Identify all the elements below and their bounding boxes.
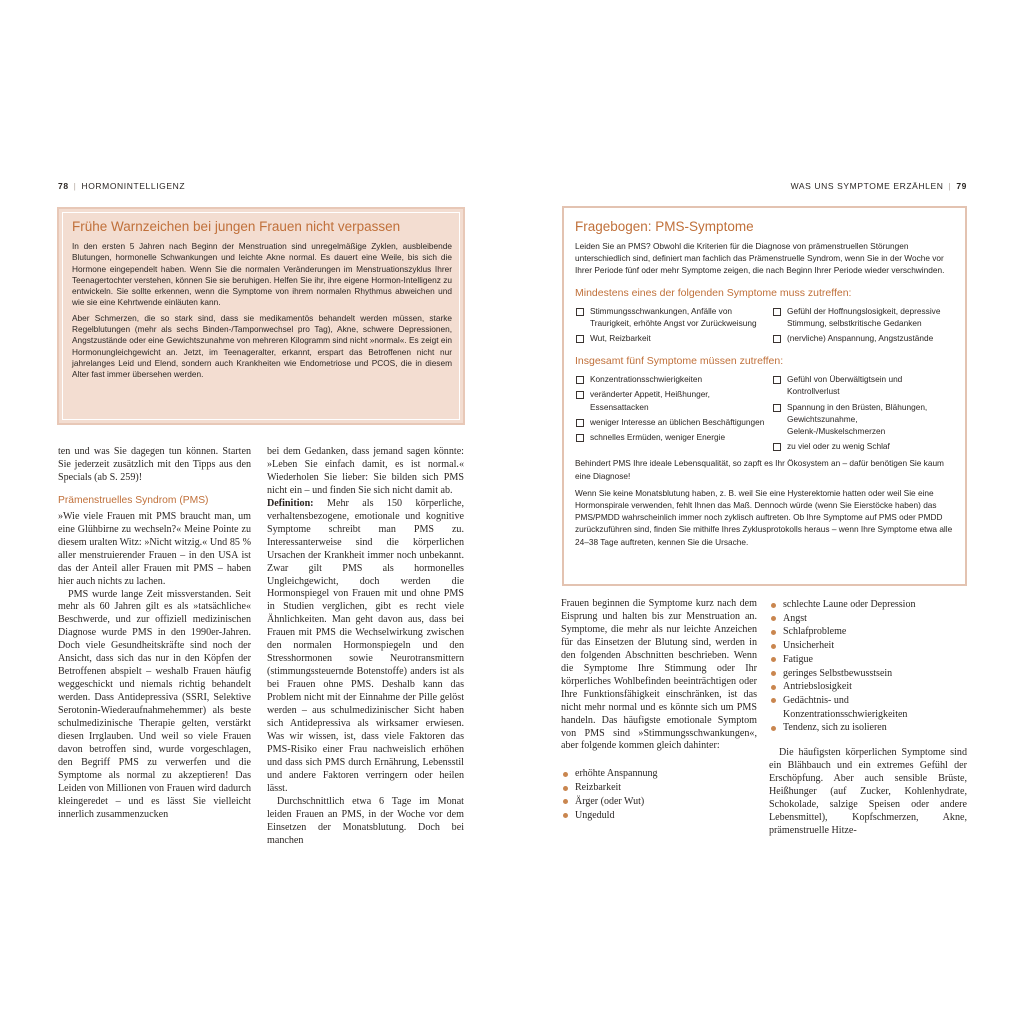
definition-text: Mehr als 150 körperliche, verhaltensbezogene, emotionale und kognitive Symptome schreibt man PMS zu. Interessanterweise sind die körperlichen Ursachen der Krankheit immer noch unbekannt. Zwar gilt PMS als hormonelles Ungleichgewicht, doch werden die Hormonspiegel von Frauen mit und ohne PMS in Studien verglichen, gibt es recht viele Ähnlichkeiten. Man geht davon aus, dass bei Frauen mit PMS die Wechselwirkung zwischen den normalen Hormonspiegeln und den Stresshormonen sowie Neurotransmittern (stimmungssteuernde Botenstoffe) anders ist als bei Frauen ohne PMS. Deshalb kann das Problem nicht mit der Einnahme der Pille gelöst werden – aus schulmedizinischer Sicht haben sich Antidepressiva als wirksamer erwiesen. Was wir wissen, ist, dass viele Faktoren das PMS-Risiko einer Frau nachweislich erhöhen und dass sich PMS durch Ernährung, Lebensstil und andere Faktoren verringern oder heilen lässt.	[267, 497, 464, 794]
right-column-2	[769, 598, 967, 838]
checkbox-item[interactable]: weniger Interesse an üblichen Beschäftigungen	[575, 416, 770, 428]
checkbox-item[interactable]: (nervliche) Anspannung, Angstzustände	[772, 332, 954, 344]
questionnaire-note-2: Wenn Sie keine Monatsblutung haben, z. B. weil Sie eine Hysterektomie hatten oder weil Sie eine Hormonspirale verwenden, fehlt Ihnen das Maß. Dennoch würde (wenn Sie Eierstöcke haben) das PMS/PMDD wahrscheinlich immer noch zyklisch auftreten. Ob Ihre Symptome auf PMS oder PMDD zurückzuführen sind, finden Sie mithilfe Ihres Zyklusprotokolls heraus – wenn Ihre Symptome etwa alle 24–38 Tage auftreten, kennen Sie die Ursache.	[575, 487, 953, 547]
list-item: geringes Selbstbewusstsein	[769, 667, 967, 681]
checkbox-icon[interactable]	[576, 434, 584, 442]
symptom-group-2	[575, 373, 954, 455]
emotional-symptoms-list	[561, 767, 757, 822]
warning-box-title: Frühe Warnzeichen bei jungen Frauen nicht verpassen	[72, 219, 401, 234]
left-column-2	[267, 446, 464, 848]
checkbox-icon[interactable]	[773, 404, 781, 412]
checkbox-item[interactable]: Gefühl der Hoffnungslosigkeit, depressive Stimmung, selbstkritische Gedanken	[772, 305, 954, 329]
list-item: Schlafprobleme	[769, 625, 967, 639]
list-item: Ärger (oder Wut)	[561, 795, 757, 809]
pms-subheading: Prämenstruelles Syndrom (PMS)	[58, 494, 209, 506]
checkbox-icon[interactable]	[576, 335, 584, 343]
questionnaire-box	[562, 206, 967, 586]
list-item: Fatigue	[769, 653, 967, 667]
list-item: Unsicherheit	[769, 639, 967, 653]
questionnaire-subheading-2: Insgesamt fünf Symptome müssen zutreffen:	[575, 355, 784, 368]
warning-box-paragraph-1: In den ersten 5 Jahren nach Beginn der Menstruation sind unregelmäßige Zyklen, ausbleibende Blutungen, hormonelle Schwankungen und leichte Akne normal. Es dauert eine Weile, bis sich die Hormone eingependelt haben. Wenn Sie die normalen Veränderungen im Menstruationszyklus Ihrer Teenagertochter verstehen, können Sie sie beruhigen. Helfen Sie ihr, ihre eigene Hormon-Intelligenz zu entwickeln. Sie sollte erkennen, wenn die Symptome von ihrem normalen Rhythmus abweichen und wie sie eine Kehrtwende einläuten kann.	[72, 241, 452, 308]
warning-box-paragraph-2: Aber Schmerzen, die so stark sind, dass sie medikamentös behandelt werden müssen, starke Regelblutungen (mehr als sechs Binden-/Tamponwechsel pro Tag), Akne, schwere Depressionen, Angstzustände oder eine Gewichtszunahme von mehreren Kilogramm sind nicht »normal«. Es zeigt ein Hormonungleichgewicht an. Jetzt, im Teenageralter, erkannt, erspart das Betroffenen nicht nur jahrelanges Leid und Elend, sondern auch Krankheiten wie Endometriose und PCOS, die in diesem Alter fast immer übersehen werden.	[72, 312, 452, 380]
checkbox-item[interactable]: Spannung in den Brüsten, Blähungen, Gewichtszunahme, Gelenk-/Muskelschmerzen	[772, 401, 954, 438]
left-column-1	[58, 446, 251, 822]
paragraph: Durchschnittlich etwa 6 Tage im Monat leiden Frauen an PMS, in der Woche vor dem Einsetzen der Monatsblutung. Doch bei manchen	[267, 795, 464, 846]
checkbox-icon[interactable]	[576, 376, 584, 384]
questionnaire-intro: Leiden Sie an PMS? Obwohl die Kriterien für die Diagnose von prämenstruellen Störungen unterschiedlich sind, definiert man fachlich das Prämenstruelle Syndrom, wenn Sie in der Woche vor Ihrer Periode fünf oder mehr Symptome zeigen, die nach Beginn Ihrer Periode wieder verschwinden.	[575, 241, 945, 276]
list-item: schlechte Laune oder Depression	[769, 598, 967, 612]
paragraph: bei dem Gedanken, dass jemand sagen könnte: »Leben Sie einfach damit, es ist normal.« Wiederholen Sie lieber: Sie bilden sich PMS nicht ein – und finden Sie sich nicht damit ab.	[267, 446, 464, 496]
checkbox-icon[interactable]	[773, 443, 781, 451]
checkbox-item[interactable]: Gefühl von Überwältigtsein und Kontrollverlust	[772, 373, 954, 397]
checkbox-item[interactable]: schnelles Ermüden, weniger Energie	[575, 431, 770, 443]
right-chapter-title: WAS UNS SYMPTOME ERZÄHLEN	[790, 181, 944, 191]
right-page-number: 79	[956, 181, 967, 191]
left-page-number: 78	[58, 181, 69, 191]
checkbox-icon[interactable]	[576, 391, 584, 399]
checkbox-icon[interactable]	[773, 308, 781, 316]
checkbox-item[interactable]: Wut, Reizbarkeit	[575, 332, 770, 344]
list-item: Ungeduld	[561, 809, 757, 823]
checkbox-icon[interactable]	[576, 419, 584, 427]
symptom-group-1	[575, 305, 954, 348]
checkbox-icon[interactable]	[773, 376, 781, 384]
checkbox-item[interactable]: Stimmungsschwankungen, Anfälle von Traurigkeit, erhöhte Angst vor Zurückweisung	[575, 305, 770, 329]
list-item: Angst	[769, 612, 967, 626]
questionnaire-note-1: Behindert PMS Ihre ideale Lebensqualität, so zapft es Ihr Ökosystem an – dafür benötigen Sie kaum eine Diagnose!	[575, 458, 944, 481]
paragraph-definition	[267, 498, 464, 796]
list-item: Reizbarkeit	[561, 781, 757, 795]
warning-box	[57, 207, 465, 425]
symptoms-list	[769, 598, 967, 735]
paragraph-intro: ten und was Sie dagegen tun können. Starten Sie jederzeit zusätzlich mit den Tipps aus den Specials (ab S. 259)!	[58, 446, 251, 483]
paragraph: »Wie viele Frauen mit PMS braucht man, um eine Glühbirne zu wechseln?« Meine Pointe zu diesem uralten Witz: »Nicht witzig.« Und 85 % aller menstruierender Frauen – in den USA ist das der Anteil aller Frauen mit PMS – haben hier auch nichts zu lachen.	[58, 510, 251, 587]
left-running-head: 78 | HORMONINTELLIGENZ	[58, 181, 186, 191]
right-column-1	[561, 598, 757, 822]
checkbox-icon[interactable]	[576, 308, 584, 316]
paragraph: Frauen beginnen die Symptome kurz nach dem Eisprung und halten bis zur Menstruation an. Symptome, die mehr als nur leichte Anzeichen für das Einsetzen der Blutung sind, werden in den folgenden Abschnitten beschrieben. Wenn die Symptome Ihre Stimmung oder Ihr körperliches Wohlbefinden beeinträchtigen oder Ihre Funktionsfähigkeit einschränken, ist das nicht mehr normal und es könnte sich um PMS handeln. Das häufigste emotionale Symptom von PMS sind »Stimmungsschwankungen«, aber folgende kommen gleich dahinter:	[561, 598, 757, 752]
definition-label: Definition:	[267, 497, 314, 509]
list-item: Antriebslosigkeit	[769, 680, 967, 694]
list-item: erhöhte Anspannung	[561, 767, 757, 781]
questionnaire-subheading-1: Mindestens eines der folgenden Symptome muss zutreffen:	[575, 286, 852, 299]
paragraph: PMS wurde lange Zeit missverstanden. Seit mehr als 60 Jahren gilt es als »tatsächliche« Beschwerde, und zur offiziell medizinischen Diagnose wurde PMS in den 1990er-Jahren. Doch viele Gesundheitskräfte sind noch der Ansicht, dass sich das nur in den Köpfen der Betroffenen abspielt – weshalb Frauen häufig weggeschickt und niemals richtig behandelt werden. Dass Antidepressiva (SSRI, Selektive Serotonin-Wiederaufnahmehemmer) als beste schulmedizinische Therapie gelten, verstärkt diesen Irrglauben. Und weil so viele Frauen davon betroffen sind, wurde vorgeschlagen, den Begriff PMS zu verwerfen und die Symptome als normal zu akzeptieren! Das Leiden von Millionen von Frauen wird dadurch kleingeredet – und es lässt Sie vielleicht innerlich zusammenzucken	[58, 588, 251, 820]
right-running-head: WAS UNS SYMPTOME ERZÄHLEN | 79	[790, 181, 967, 191]
list-item: Tendenz, sich zu isolieren	[769, 721, 967, 735]
checkbox-item[interactable]: Konzentrationsschwierigkeiten	[575, 373, 770, 385]
checkbox-item[interactable]: zu viel oder zu wenig Schlaf	[772, 440, 954, 452]
checkbox-item[interactable]: veränderter Appetit, Heißhunger, Essensattacken	[575, 388, 770, 412]
left-chapter-title: HORMONINTELLIGENZ	[81, 181, 186, 191]
checkbox-icon[interactable]	[773, 335, 781, 343]
paragraph: Die häufigsten körperlichen Symptome sind ein Blähbauch und ein extremes Gefühl der Erschöpfung. Aber auch sensible Brüste, Heißhunger (auf Zucker, Kohlenhydrate, Schokolade, salzige Speisen oder andere Lebensmittel), Kopfschmerzen, Akne, prämenstruelle Hitze-	[769, 747, 967, 836]
list-item: Gedächtnis- und Konzentrationsschwierigkeiten	[769, 694, 967, 721]
questionnaire-title: Fragebogen: PMS-Symptome	[575, 219, 754, 234]
